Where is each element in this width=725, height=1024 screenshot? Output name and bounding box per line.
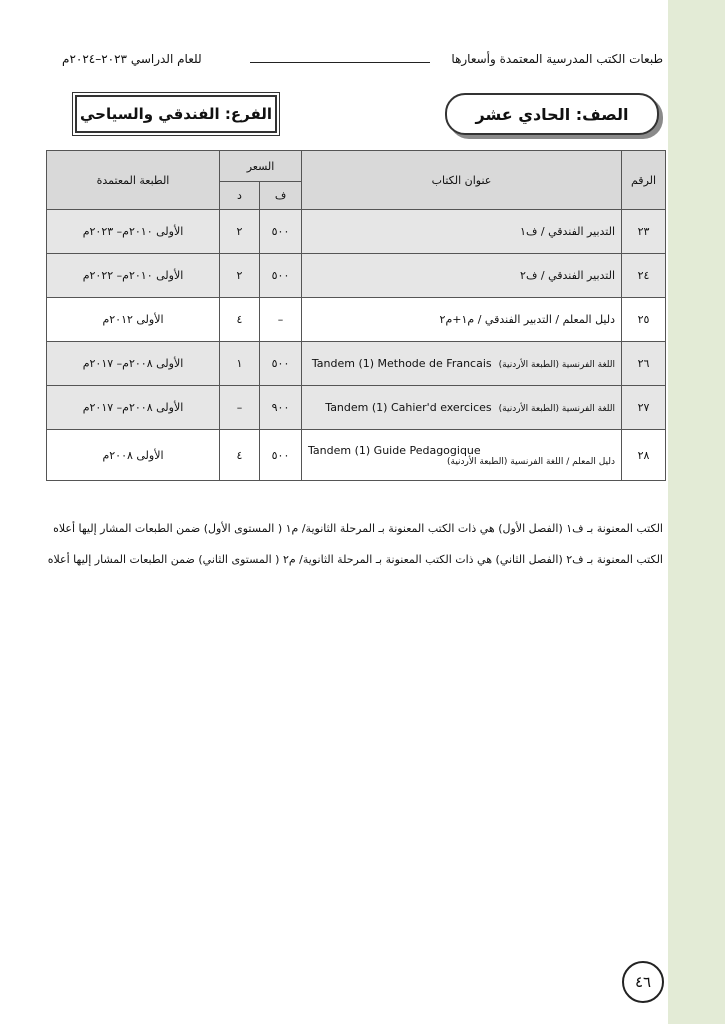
book-title-latin: Tandem (1) Guide Pedagogique — [308, 443, 481, 457]
header-price: السعر — [220, 151, 302, 182]
footnote-1: الكتب المعنونة بـ ف١ (الفصل الأول) هي ذات الكتب المعنونة بـ المرحلة الثانوية/ م١ ( المستوى الأول) ضمن الطبعات المشار إليها أعلاه — [53, 522, 663, 535]
edition: الأولى ٢٠٠٨م– ٢٠١٧م — [47, 386, 220, 430]
price-dinar: ٢ — [220, 210, 260, 254]
header-dinar: د — [220, 182, 260, 210]
price-dinar: ٢ — [220, 254, 260, 298]
branch-label: الفرع: الفندقي والسياحي — [75, 95, 277, 133]
price-dinar: ٤ — [220, 298, 260, 342]
edition: الأولى ٢٠٠٨م — [47, 430, 220, 481]
book-title-arabic: اللغة الفرنسية (الطبعة الأردنية) — [498, 404, 616, 414]
edition: الأولى ٢٠٠٨م– ٢٠١٧م — [47, 342, 220, 386]
price-dinar: – — [220, 386, 260, 430]
price-fils: ٥٠٠ — [260, 430, 302, 481]
book-title-arabic: اللغة الفرنسية (الطبعة الأردنية) — [498, 360, 616, 370]
book-title-latin: Tandem (1) Methode de Francais — [311, 357, 492, 370]
table-row — [47, 386, 666, 430]
price-fils: ٥٠٠ — [260, 210, 302, 254]
footnote-2: الكتب المعنونة بـ ف٢ (الفصل الثاني) هي ذات الكتب المعنونة بـ المرحلة الثانوية/ م٢ ( المستوى الثاني) ضمن الطبعات المشار إليها أعلاه — [47, 553, 663, 566]
header-rule — [250, 62, 430, 63]
book-title-latin-line — [308, 444, 615, 457]
edition: الأولى ٢٠١٠م– ٢٠٢٢م — [47, 254, 220, 298]
header-fils: ف — [260, 182, 302, 210]
row-number: ٢٥ — [622, 298, 666, 342]
row-number: ٢٧ — [622, 386, 666, 430]
book-title — [302, 386, 622, 430]
table-row — [47, 430, 666, 481]
row-number: ٢٣ — [622, 210, 666, 254]
book-title: دليل المعلم / التدبير الفندقي / م١+م٢ — [302, 298, 622, 342]
running-header-year: للعام الدراسي ٢٠٢٣–٢٠٢٤م — [62, 52, 202, 66]
book-title — [302, 430, 622, 481]
grade-label: الصف: الحادي عشر — [445, 93, 659, 135]
table-row — [47, 254, 666, 298]
price-fils: ٥٠٠ — [260, 254, 302, 298]
table-row — [47, 210, 666, 254]
header-edition: الطبعة المعتمدة — [47, 151, 220, 210]
row-number: ٢٨ — [622, 430, 666, 481]
header-number: الرقم — [622, 151, 666, 210]
table-row — [47, 298, 666, 342]
price-dinar: ٤ — [220, 430, 260, 481]
price-dinar: ١ — [220, 342, 260, 386]
book-title-latin: Tandem (1) Cahier'd exercices — [325, 401, 492, 414]
row-number: ٢٤ — [622, 254, 666, 298]
row-number: ٢٦ — [622, 342, 666, 386]
book-title-arabic: دليل المعلم / اللغة الفرنسية (الطبعة الأردنية) — [446, 456, 616, 467]
edition: الأولى ٢٠١٠م– ٢٠٢٣م — [47, 210, 220, 254]
book-title — [302, 342, 622, 386]
header-title: عنوان الكتاب — [302, 151, 622, 210]
books-table — [46, 150, 666, 481]
table-row — [47, 342, 666, 386]
page-number: ٤٦ — [622, 961, 664, 1003]
book-title: التدبير الفندقي / ف١ — [302, 210, 622, 254]
side-strip — [668, 0, 725, 1024]
running-header-title: طبعات الكتب المدرسية المعتمدة وأسعارها — [451, 52, 663, 66]
edition: الأولى ٢٠١٢م — [47, 298, 220, 342]
price-fils: ٥٠٠ — [260, 342, 302, 386]
book-title: التدبير الفندقي / ف٢ — [302, 254, 622, 298]
price-fils: ٩٠٠ — [260, 386, 302, 430]
price-fils: – — [260, 298, 302, 342]
